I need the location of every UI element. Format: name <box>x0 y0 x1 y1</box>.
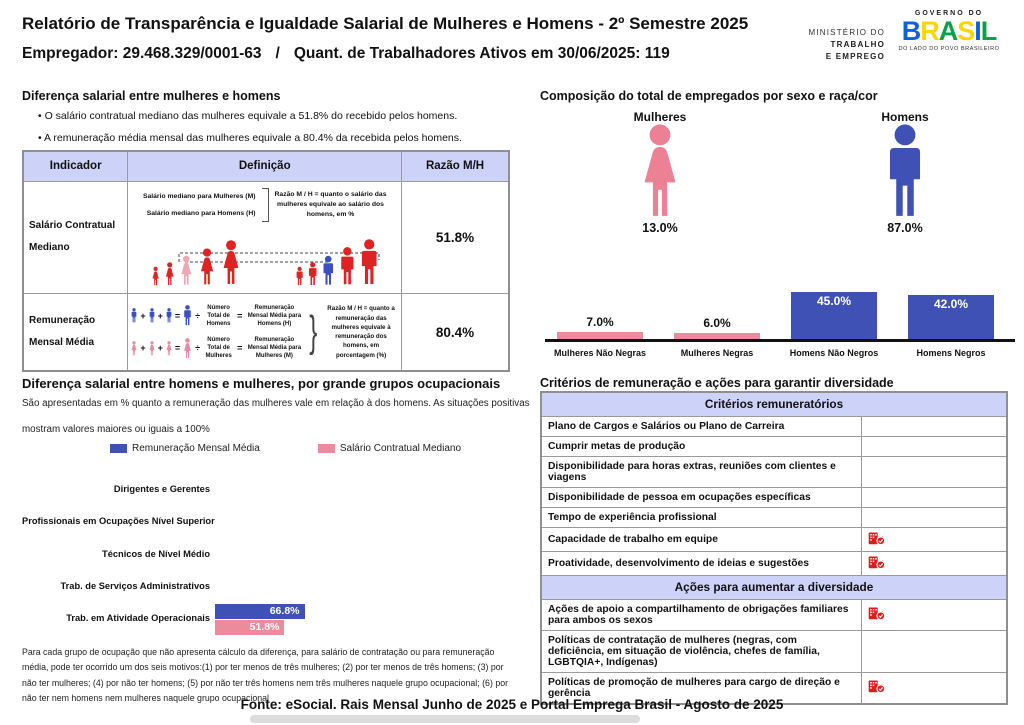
col-header-definicao: Definição <box>128 151 402 181</box>
active-workers-count: Quant. de Trabalhadores Ativos em 30/06/2025: 119 <box>293 45 670 62</box>
ministry-line2: TRABALHO <box>830 40 885 49</box>
criteria-label: Plano de Cargos e Salários ou Plano de Carreira <box>541 416 861 436</box>
ministry-logo <box>780 27 885 63</box>
definition-average-diagram <box>128 293 402 371</box>
criteria-label: Disponibilidade de pessoa em ocupações específicas <box>541 487 861 507</box>
female-percentage: 13.0% <box>642 221 678 235</box>
bar-homens-negros: 42.0% <box>908 295 994 339</box>
action-label: Políticas de contratação de mulheres (negras, com deficiência, em situação de violência, chefes de família, LGBTQIA+, Indígenas) <box>541 630 861 672</box>
ratio-value-median: 51.8% <box>402 181 509 293</box>
bullet-average-pay: • A remuneração média mensal das mulheres equivale a 80.4% da recebida pelos homens. <box>38 132 462 144</box>
action-label: Políticas de promoção de mulheres para cargo de direção e gerência <box>541 672 861 704</box>
average-ratio-explanation: Razão M / H = quanto a remuneração das mulheres equivale à remuneração dos homens, em porcentagem (%) <box>327 305 395 359</box>
criteria-row <box>541 527 1007 551</box>
employer-separator: / <box>275 45 280 62</box>
occupational-bar-chart <box>22 476 510 642</box>
race-sex-bar-chart <box>545 268 1015 342</box>
criteria-label: Disponibilidade para horas extras, reuniões com clientes e viagens <box>541 456 861 487</box>
occupation-category: Trab. em Atividade Operacionais <box>66 613 210 623</box>
criteria-row <box>541 487 1007 507</box>
horizontal-scrollbar-thumb[interactable] <box>250 715 640 723</box>
ministry-line3: E EMPREGO <box>825 52 885 61</box>
occupational-subtitle-line2: mostram valores maiores ou iguais a 100% <box>22 424 210 435</box>
female-group-label: Mulheres <box>633 110 687 124</box>
chart-legend <box>110 443 461 454</box>
bar-salario-operacionais: 51.8% <box>215 620 284 635</box>
legend-swatch-pink <box>318 444 335 453</box>
section-title-occupational-groups: Diferença salarial entre homens e mulheres, por grande grupos ocupacionais <box>22 376 501 391</box>
legend-swatch-blue <box>110 444 127 453</box>
male-percentage: 87.0% <box>887 221 923 235</box>
employer-id: Empregador: 29.468.329/0001-63 <box>22 45 262 62</box>
company-check-icon <box>868 605 886 621</box>
col-header-razao: Razão M/H <box>402 151 509 181</box>
page-title: Relatório de Transparência e Igualdade Salarial de Mulheres e Homens - 2º Semestre 2025 <box>22 14 749 33</box>
median-ratio-explanation: Razão M / H = quanto o salário das mulheres equivale ao salário dos homens, em % <box>274 190 387 219</box>
occupation-category: Técnicos de Nível Médio <box>102 549 210 559</box>
criteria-row <box>541 507 1007 527</box>
company-check-icon <box>868 554 886 570</box>
gov-logo-slogan: DO LADO DO POVO BRASILEIRO <box>898 46 1000 53</box>
occupation-category: Profissionais em Ocupações Nível Superior <box>22 516 215 526</box>
company-check-icon <box>868 530 886 546</box>
people-height-comparison-graphic <box>149 229 381 289</box>
gov-logo-top-text: GOVERNO DO <box>914 10 984 17</box>
criteria-row <box>541 436 1007 456</box>
legend-remuneracao-media: Remuneração Mensal Média <box>110 443 260 454</box>
woman-icon <box>637 124 683 220</box>
action-label: Ações de apoio a compartilhamento de obrigações familiares para ambos os sexos <box>541 599 861 630</box>
man-icon <box>882 124 928 220</box>
formula-women: + + = ÷ Número Total de Mulheres = Remuneração Mensal Média para Mulheres (M) <box>130 336 304 360</box>
section-title-composition: Composição do total de empregados por sexo e raça/cor <box>540 89 878 103</box>
brace-shape: } <box>309 307 318 357</box>
col-header-indicador: Indicador <box>23 151 128 181</box>
section-title-salary-difference: Diferença salarial entre mulheres e homens <box>22 89 281 103</box>
bar-mulheres-nao-negras: 7.0% <box>557 315 643 339</box>
employer-line <box>22 45 670 63</box>
brasil-logo-wordmark: BRASIL <box>901 16 997 46</box>
action-row <box>541 630 1007 672</box>
chart-footnote: Para cada grupo de ocupação que não apresenta cálculo da diferença, para salário de contratação ou para remuneração média, pode ter ocorrido um dos seis motivos:(1) por ter menos de três mulheres; (2) por ter menos de três homens; (3) por não ter mulheres; (4) por não ter homens; (5) por não ter três homens nem três mulheres naquele grupo ocupacional; (6) por não ter nem homens nem mulheres naquele grupo ocupacional <box>22 647 509 704</box>
definition-median-diagram <box>128 181 402 293</box>
indicator-label: Remuneração Mensal Média <box>23 293 128 371</box>
criteria-row <box>541 551 1007 575</box>
male-group-label: Homens <box>881 110 929 124</box>
source-line: Fonte: eSocial. Rais Mensal Junho de 2025 e Portal Emprega Brasil - Agosto de 2025 <box>240 697 784 712</box>
table-row-remuneracao-media <box>23 293 509 371</box>
occupation-category: Dirigentes e Gerentes <box>113 484 210 494</box>
formula-men: + + = ÷ Número Total de Homens = Remuneração Mensal Média para Homens (H) <box>130 304 304 328</box>
occupational-subtitle-line1: São apresentadas em % quanto a remuneração das mulheres vale em relação à dos homens. As situações positivas <box>22 398 530 409</box>
legend-salario-mediano: Salário Contratual Mediano <box>318 443 461 454</box>
criteria-label: Tempo de experiência profissional <box>541 507 861 527</box>
bullet-median-salary: • O salário contratual mediano das mulheres equivale a 51.8% do recebido pelos homens. <box>38 110 458 122</box>
criteria-table <box>540 391 1008 705</box>
median-definition-lines: Salário mediano para Mulheres (M) Salário mediano para Homens (H) <box>142 192 256 218</box>
bracket-shape <box>262 188 269 222</box>
occupation-category: Trab. de Serviços Administrativos <box>60 581 210 591</box>
group-header-acoes: Ações para aumentar a diversidade <box>541 575 1007 599</box>
category-label: Homens Não Negros <box>789 348 879 358</box>
governo-brasil-logo <box>896 10 1002 52</box>
category-label: Homens Negros <box>916 348 986 358</box>
criteria-label: Cumprir metas de produção <box>541 436 861 456</box>
group-header-criterios: Critérios remuneratórios <box>541 392 1007 416</box>
indicator-label: Salário Contratual Mediano <box>23 181 128 293</box>
indicator-table <box>22 150 510 372</box>
table-row-salario-mediano <box>23 181 509 293</box>
action-row <box>541 599 1007 630</box>
criteria-label: Capacidade de trabalho em equipe <box>541 527 861 551</box>
bar-remuneracao-operacionais: 66.8% <box>215 604 305 619</box>
criteria-row <box>541 456 1007 487</box>
criteria-label: Proatividade, desenvolvimento de ideias e sugestões <box>541 551 861 575</box>
ratio-value-average: 80.4% <box>402 293 509 371</box>
ministry-line1: MINISTÉRIO DO <box>808 28 885 37</box>
bar-mulheres-negras: 6.0% <box>674 316 760 339</box>
category-label: Mulheres Não Negras <box>553 348 647 358</box>
company-check-icon <box>868 678 886 694</box>
indicator-table-header-row <box>23 151 509 181</box>
section-title-criteria: Critérios de remuneração e ações para garantir diversidade <box>540 376 894 390</box>
bar-homens-nao-negros: 45.0% <box>791 292 877 339</box>
category-label: Mulheres Negras <box>680 348 754 358</box>
criteria-row <box>541 416 1007 436</box>
